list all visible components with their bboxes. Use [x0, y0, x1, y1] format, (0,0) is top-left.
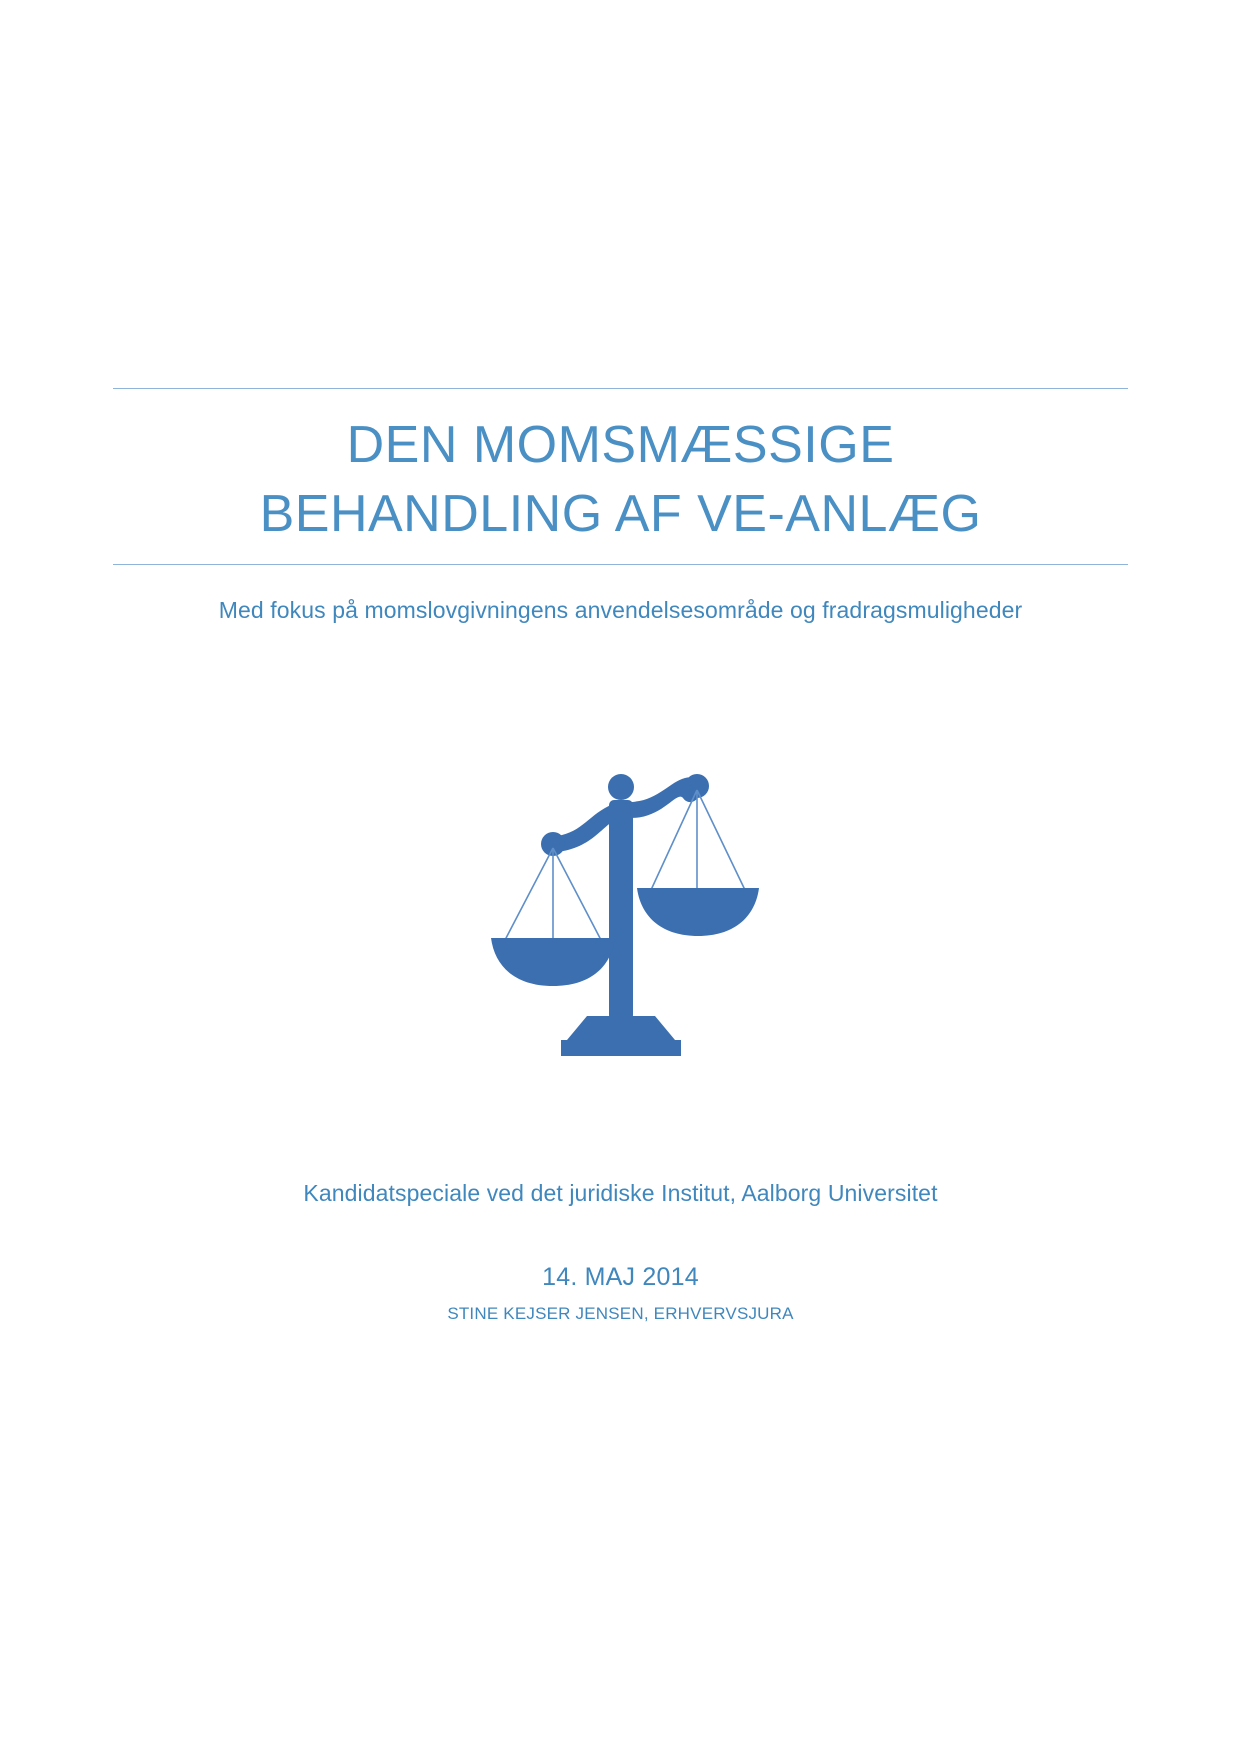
page-subtitle: Med fokus på momslovgivningens anvendelsesområde og fradragsmuligheder: [218, 597, 1023, 624]
footer-block: [0, 1180, 1241, 1324]
title-line-1: DEN MOMSMÆSSIGE: [346, 416, 895, 474]
page-title: [113, 389, 1128, 564]
scales-of-justice-icon: [461, 740, 781, 1070]
author-line: STINE KEJSER JENSEN, ERHVERVSJURA: [447, 1304, 794, 1323]
date-line: 14. MAJ 2014: [542, 1263, 699, 1291]
title-block: [113, 388, 1128, 624]
title-line-2: BEHANDLING AF VE-ANLÆG: [259, 484, 982, 543]
emblem-container: [0, 740, 1241, 1075]
institution-line: Kandidatspeciale ved det juridiske Institut, Aalborg Universitet: [303, 1180, 938, 1206]
